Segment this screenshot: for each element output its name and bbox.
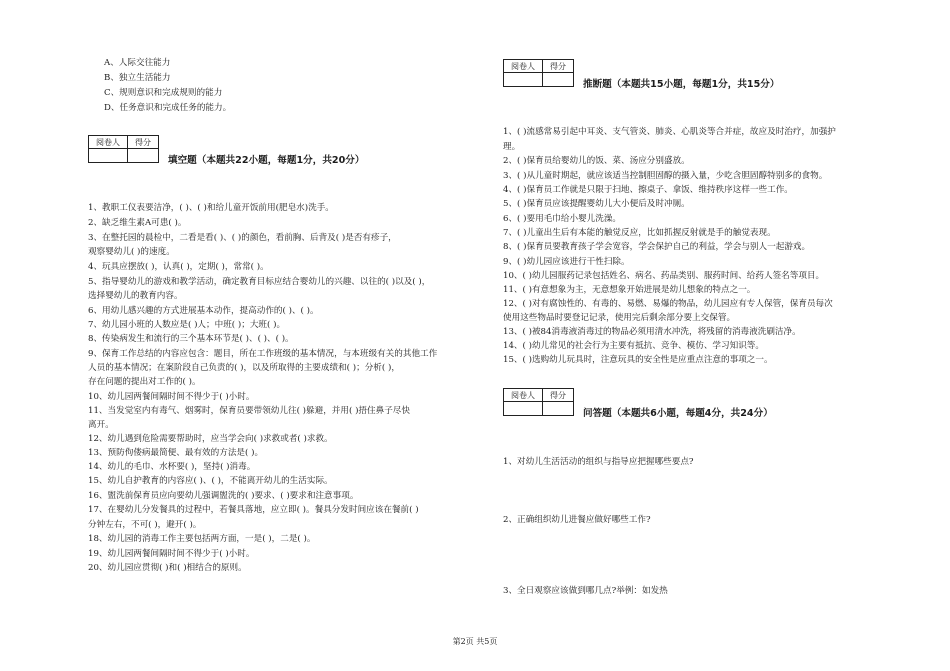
score-label: 得分 (543, 60, 574, 73)
reviewer-cell[interactable] (89, 149, 128, 163)
judge-question-line: 6、( )要用毛巾给小婴儿洗澡。 (503, 214, 622, 224)
fill-question-line: 5、指导婴幼儿的游戏和教学活动，确定教育目标应结合婴幼儿的兴趣、以往的( )以及( )， (88, 277, 431, 287)
judge-question-line: 2、( )保育员给婴幼儿的饭、菜、汤应分别盛放。 (503, 156, 690, 166)
score-cell[interactable] (543, 73, 574, 87)
judge-question-line: 10、( )幼儿园服药记录包括姓名、病名、药品类别、服药时间、给药人签名等项目。 (503, 271, 825, 281)
fill-question-line: 10、幼儿园两餐间隔时间不得少于( )小时。 (88, 392, 255, 402)
fill-question-line: 19、幼儿园两餐间隔时间不得少于( )小时。 (88, 549, 255, 559)
score-cell[interactable] (128, 149, 159, 163)
judge-question-line: 3、( )从儿童时期起，就应该适当控制胆固醇的摄入量，少吃含胆固醇特别多的食物。 (503, 171, 828, 181)
reviewer-cell[interactable] (504, 73, 543, 87)
option-b: B、独立生活能力 (104, 73, 171, 83)
fill-question-line: 观察婴幼儿( )的速度。 (88, 247, 175, 257)
fill-question-line: 12、幼儿遇到危险需要帮助时，应当学会向( )求救或者( )求救。 (88, 434, 333, 444)
score-label: 得分 (543, 389, 574, 402)
fill-question-line: 9、保育工作总结的内容应包含：题目，所在工作班级的基本情况，与本班级有关的其他工作 (88, 349, 438, 359)
fill-question-line: 20、幼儿园应贯彻( )和( )相结合的原则。 (88, 563, 247, 573)
judge-question-line: 5、( )保育员应该提醒婴幼儿大小便后及时冲厕。 (503, 199, 690, 209)
fill-question-line: 分钟左右，不可( )，避开( )。 (88, 520, 202, 530)
judge-question-line: 12、( )对有腐蚀性的、有毒的、易燃、易爆的物品，幼儿园应有专人保管，保育员每次 (503, 299, 833, 309)
option-c: C、规则意识和完成规则的能力 (104, 88, 223, 98)
fill-question-line: 13、预防佝偻病最简便、最有效的方法是( )。 (88, 448, 264, 458)
fill-question-line: 4、玩具应摆放( )，认真( )，定期( )，常常( )。 (88, 262, 269, 272)
judge-question-line: 15、( )选购幼儿玩具时，注意玩具的安全性是应重点注意的事项之一。 (503, 355, 773, 365)
judge-question-line: 7、( )儿童出生后有本能的触觉反应，比如抓握反射就是手的触觉表现。 (503, 228, 776, 238)
reviewer-label: 阅卷人 (504, 60, 543, 73)
fill-question-line: 18、幼儿园的消毒工作主要包括两方面，一是( )，二是( )。 (88, 534, 316, 544)
judge-question-line: 11、( )有意想象为主，无意想象开始进展是幼儿想象的特点之一。 (503, 285, 756, 295)
fill-question-line: 14、幼儿的毛巾、水杯要( )，坚持( )消毒。 (88, 462, 256, 472)
fill-question-line: 15、幼儿自护教育的内容应( )、( )，不能离开幼儿的生活实际。 (88, 476, 333, 486)
reviewer-cell[interactable] (504, 402, 543, 416)
score-label: 得分 (128, 136, 159, 149)
qa-question-1: 1、对幼儿生活活动的组织与指导应把握哪些要点? (503, 457, 694, 467)
fill-question-line: 存在问题的提出对工作的( )。 (88, 377, 201, 387)
judge-question-line: 使用这些物品时要登记记录，使用完后剩余部分要上交保管。 (503, 313, 736, 323)
judge-question-line: 8、( )保育员要教育孩子学会宽容，学会保护自己的利益，学会与别人一起游戏。 (503, 242, 811, 252)
judge-question-line: 9、( )幼儿园应该进行干性扫除。 (503, 257, 630, 267)
fill-question-line: 1、教职工仪表要洁净，( )、( )和给儿童开饭前用(肥皂水)洗手。 (88, 203, 334, 213)
judge-section-title: 推断题（本题共15小题，每题1分，共15分） (583, 79, 780, 90)
fill-question-line: 离开。 (88, 420, 114, 430)
qa-question-3: 3、全日观察应该做到哪几点?举例：如发热 (503, 586, 668, 596)
reviewer-label: 阅卷人 (89, 136, 128, 149)
fill-question-line: 6、用幼儿感兴趣的方式进展基本动作，提高动作的( )、( )。 (88, 306, 319, 316)
fill-question-line: 7、幼儿园小班的人数应是( )人；中班( )；大班( )。 (88, 320, 286, 330)
option-a: A、人际交往能力 (104, 58, 171, 68)
fill-question-line: 2、缺乏维生素A可患( )。 (88, 218, 187, 228)
fill-question-line: 3、在整托园的晨检中，二看是看( )、( )的颜色，看前胸、后背及( )是否有疹子， (88, 233, 397, 243)
judge-question-line: 14、( )幼儿常见的社会行为主要有抵抗、竞争、模仿、学习知识等。 (503, 341, 764, 351)
judge-question-line: 理。 (503, 142, 521, 152)
qa-section-title: 问答题（本题共6小题，每题4分，共24分） (583, 408, 773, 419)
fill-question-line: 11、当发觉室内有毒气、烟雾时，保育员要带领幼儿往( )躲避，并用( )捂住鼻子尽快 (88, 406, 410, 416)
judge-question-line: 1、( )流感常易引起中耳炎、支气管炎、肺炎、心肌炎等合并症，故应及时治疗，加强护 (503, 127, 836, 137)
fill-question-line: 17、在婴幼儿分发餐具的过程中，若餐具落地，应立即( )。餐具分发时间应该在餐前( ) (88, 505, 419, 515)
judge-question-line: 13、( )被84消毒液消毒过的物品必须用清水冲洗，将残留的消毒液洗刷洁净。 (503, 327, 801, 337)
fill-section-title: 填空题（本题共22小题，每题1分，共20分） (168, 155, 365, 166)
score-box-judge (503, 59, 574, 87)
score-cell[interactable] (543, 402, 574, 416)
fill-question-line: 人员的基本情况；在案阶段自己负责的( )，以及所取得的主要成绩和( )；分析( )， (88, 363, 400, 373)
option-d: D、任务意识和完成任务的能力。 (104, 103, 232, 113)
page-footer: 第2页 共5页 (452, 637, 498, 646)
judge-question-line: 4、( )保育员工作就是只限于扫地、擦桌子、拿饭、维持秩序这样一些工作。 (503, 185, 793, 195)
qa-question-2: 2、正确组织幼儿进餐应做好哪些工作? (503, 515, 651, 525)
fill-question-line: 选择婴幼儿的教育内容。 (88, 291, 183, 301)
score-box-qa (503, 388, 574, 416)
reviewer-label: 阅卷人 (504, 389, 543, 402)
fill-question-line: 16、盥洗前保育员应向要幼儿强调盥洗的( )要求、( )要求和注意事项。 (88, 491, 359, 501)
score-box-fill (88, 135, 159, 163)
fill-question-line: 8、传染病发生和流行的三个基本环节是( )、( )、( )。 (88, 334, 294, 344)
